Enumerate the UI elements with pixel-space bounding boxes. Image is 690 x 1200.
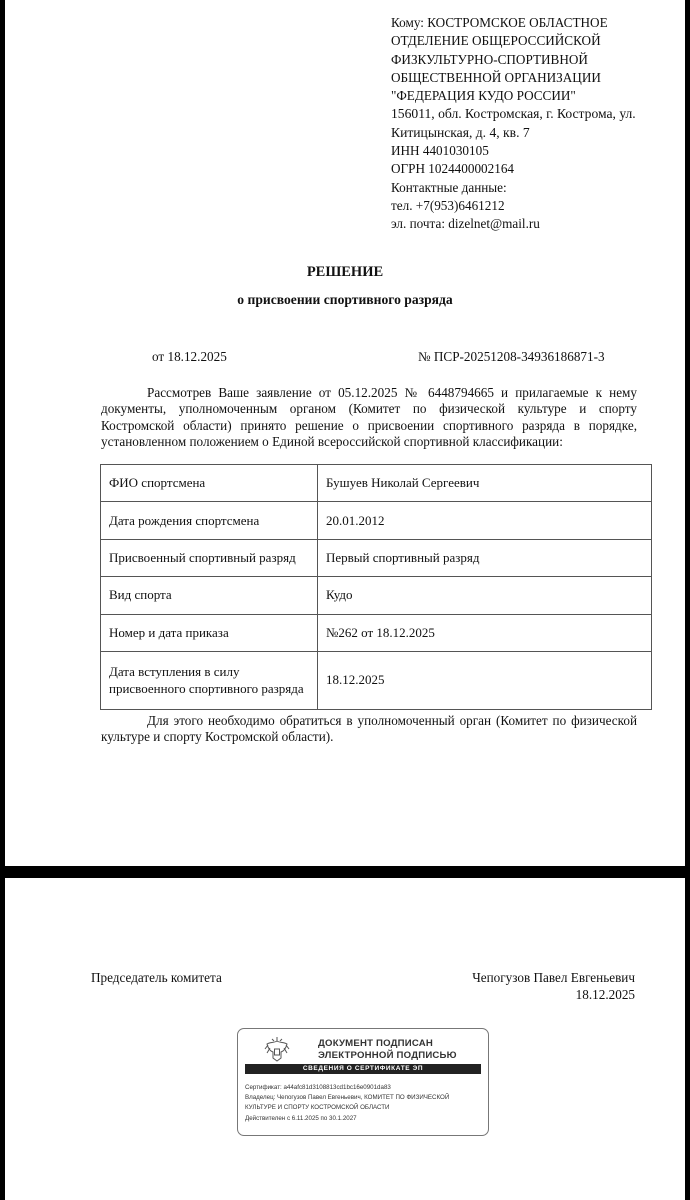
stamp-owner: КУЛЬТУРЕ И СПОРТУ КОСТРОМСКОЙ ОБЛАСТИ bbox=[245, 1104, 390, 1112]
sport-label: Вид спорта bbox=[101, 577, 318, 614]
effective-value: 18.12.2025 bbox=[318, 651, 652, 709]
stamp-header bbox=[318, 1038, 457, 1063]
stamp-certificate: Сертификат: a44afc81d3108813cd1bc16e0901da83 bbox=[245, 1084, 391, 1091]
document-subtitle: о присвоении спортивного разряда bbox=[237, 292, 453, 307]
table-row bbox=[101, 614, 652, 651]
recipient-block bbox=[391, 14, 681, 234]
table-row bbox=[101, 651, 652, 709]
recipient-inn: ИНН 4401030105 bbox=[391, 143, 489, 159]
recipient-address: 156011, обл. Костромская, г. Кострома, ул. Китицынская, д. 4, кв. 7 bbox=[391, 106, 636, 140]
recipient-ogrn: ОГРН 1024400002164 bbox=[391, 161, 515, 177]
rank-value: Первый спортивный разряд bbox=[318, 539, 652, 576]
stamp-owner: Владелец: Чепогузов Павел Евгеньевич, КОМИТЕТ ПО ФИЗИЧЕСКОЙ bbox=[245, 1094, 450, 1102]
stamp-header-line: ДОКУМЕНТ ПОДПИСАН bbox=[318, 1038, 434, 1049]
sport-value: Кудо bbox=[318, 577, 652, 614]
recipient-line: ОТДЕЛЕНИЕ ОБЩЕРОССИЙСКОЙ bbox=[391, 33, 601, 49]
table-row bbox=[101, 502, 652, 539]
recipient-contacts-label: Контактные данные: bbox=[391, 179, 507, 195]
document-page-1 bbox=[5, 0, 685, 866]
stamp-header-line: ЭЛЕКТРОННОЙ ПОДПИСЬЮ bbox=[318, 1050, 457, 1062]
signature-date: 18.12.2025 bbox=[575, 986, 635, 1002]
fio-label: ФИО спортсмена bbox=[101, 465, 318, 502]
table-row bbox=[101, 577, 652, 614]
signer-position: Председатель комитета bbox=[91, 970, 222, 985]
birth-value: 20.01.2012 bbox=[318, 502, 652, 539]
birth-label: Дата рождения спортсмена bbox=[101, 502, 318, 539]
fio-value: Бушуев Николай Сергеевич bbox=[318, 465, 652, 502]
intro-paragraph: Рассмотрев Ваше заявление от 05.12.2025 № 6448794665 и прилагаемые к нему документы, уполномоченным органом (Комитет по физической культуре и спорту Костромской области) принято решение о присвоении спортивного разряда в порядке, установленном положением о Единой всероссийской спортивной классификации: bbox=[101, 385, 637, 450]
coat-of-arms-icon bbox=[262, 1035, 292, 1065]
rank-label: Присвоенный спортивный разряд bbox=[101, 539, 318, 576]
recipient-line: "ФЕДЕРАЦИЯ КУДО РОССИИ" bbox=[391, 88, 576, 104]
signer-name: Чепогузов Павел Евгеньевич bbox=[472, 970, 635, 985]
recipient-phone: тел. +7(953)6461212 bbox=[391, 197, 505, 213]
document-number: № ПСР-20251208-34936186871-3 bbox=[418, 349, 605, 364]
recipient-email: эл. почта: dizelnet@mail.ru bbox=[391, 216, 540, 232]
document-date: от 18.12.2025 bbox=[152, 349, 227, 364]
stamp-details bbox=[245, 1083, 485, 1124]
outro-paragraph: Для этого необходимо обратиться в уполномоченный орган (Комитет по физической культуре и спорту Костромской области). bbox=[101, 713, 637, 745]
order-value: №262 от 18.12.2025 bbox=[318, 614, 652, 651]
table-row bbox=[101, 539, 652, 576]
document-title: РЕШЕНИЕ bbox=[306, 264, 384, 280]
rank-info-table bbox=[100, 464, 652, 710]
document-page-2 bbox=[5, 878, 685, 1200]
recipient-line: ФИЗКУЛЬТУРНО-СПОРТИВНОЙ bbox=[391, 51, 588, 67]
table-row bbox=[101, 465, 652, 502]
stamp-validity: Действителен с 6.11.2025 по 30.1.2027 bbox=[245, 1114, 357, 1122]
recipient-line: ОБЩЕСТВЕННОЙ ОРГАНИЗАЦИИ bbox=[391, 69, 601, 85]
effective-label: Дата вступления в силу присвоенного спортивного разряда bbox=[101, 651, 318, 709]
signer-block bbox=[472, 970, 635, 1003]
electronic-signature-stamp bbox=[237, 1028, 489, 1136]
order-label: Номер и дата приказа bbox=[101, 614, 318, 651]
recipient-line: Кому: КОСТРОМСКОЕ ОБЛАСТНОЕ bbox=[391, 15, 608, 30]
stamp-certificate-bar: СВЕДЕНИЯ О СЕРТИФИКАТЕ ЭП bbox=[245, 1064, 481, 1074]
